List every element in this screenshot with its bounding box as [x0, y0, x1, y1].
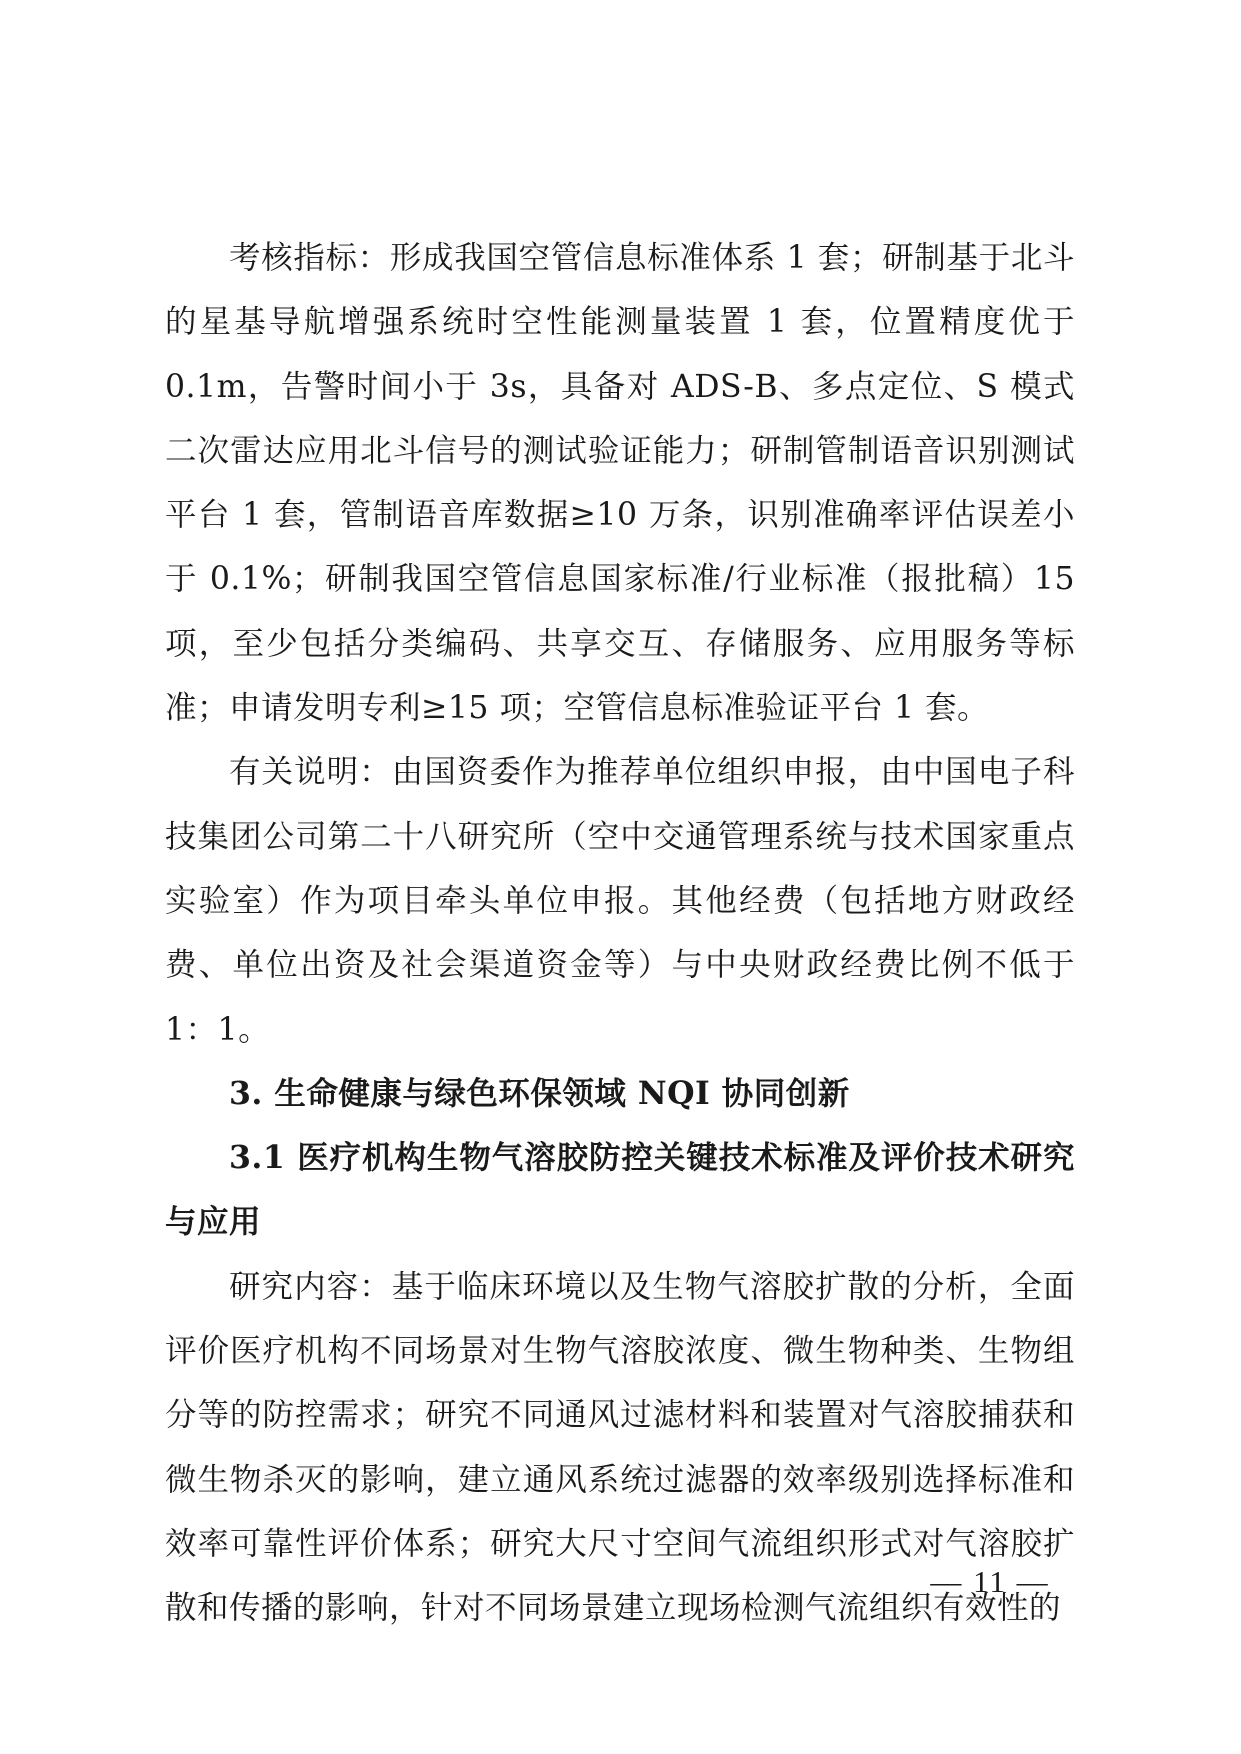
assessment-indicators-paragraph: 考核指标：形成我国空管信息标准体系 1 套；研制基于北斗的星基导航增强系统时空性能测量装置 1 套，位置精度优于 0.1m，告警时间小于 3s，具备对 ADS-B、多点定位、S 模式二次雷达应用北斗信号的测试验证能力；研制管制语音识别测试平台 1 套，管制语音库数据≥10 万条，识别准确率评估误差小于 0.1%；研制我国空管信息国家标准/行业标准（报批稿）15 项，至少包括分类编码、共享交互、存储服务、应用服务等标准；申请发明专利≥15 项；空管信息标准验证平台 1 套。	[165, 240, 1075, 727]
subsection-heading: 3.1 医疗机构生物气溶胶防控关键技术标准及评价技术研究与应用	[165, 1139, 1075, 1241]
document-body	[165, 226, 1075, 1641]
page-number: — 11 —	[930, 1564, 1050, 1599]
research-content-paragraph: 研究内容：基于临床环境以及生物气溶胶扩散的分析，全面评价医疗机构不同场景对生物气溶胶浓度、微生物种类、生物组分等的防控需求；研究不同通风过滤材料和装置对气溶胶捕获和微生物杀灭的影响，建立通风系统过滤器的效率级别选择标准和效率可靠性评价体系；研究大尺寸空间气流组织形式对气溶胶扩散和传播的影响，针对不同场景建立现场检测气流组织有效性的	[165, 1268, 1075, 1627]
related-notes-paragraph: 有关说明：由国资委作为推荐单位组织申报，由中国电子科技集团公司第二十八研究所（空中交通管理系统与技术国家重点实验室）作为项目牵头单位申报。其他经费（包括地方财政经费、单位出资及社会渠道资金等）与中央财政经费比例不低于 1：1。	[165, 754, 1075, 1048]
section-heading: 3. 生命健康与绿色环保领域 NQI 协同创新	[229, 1074, 850, 1112]
